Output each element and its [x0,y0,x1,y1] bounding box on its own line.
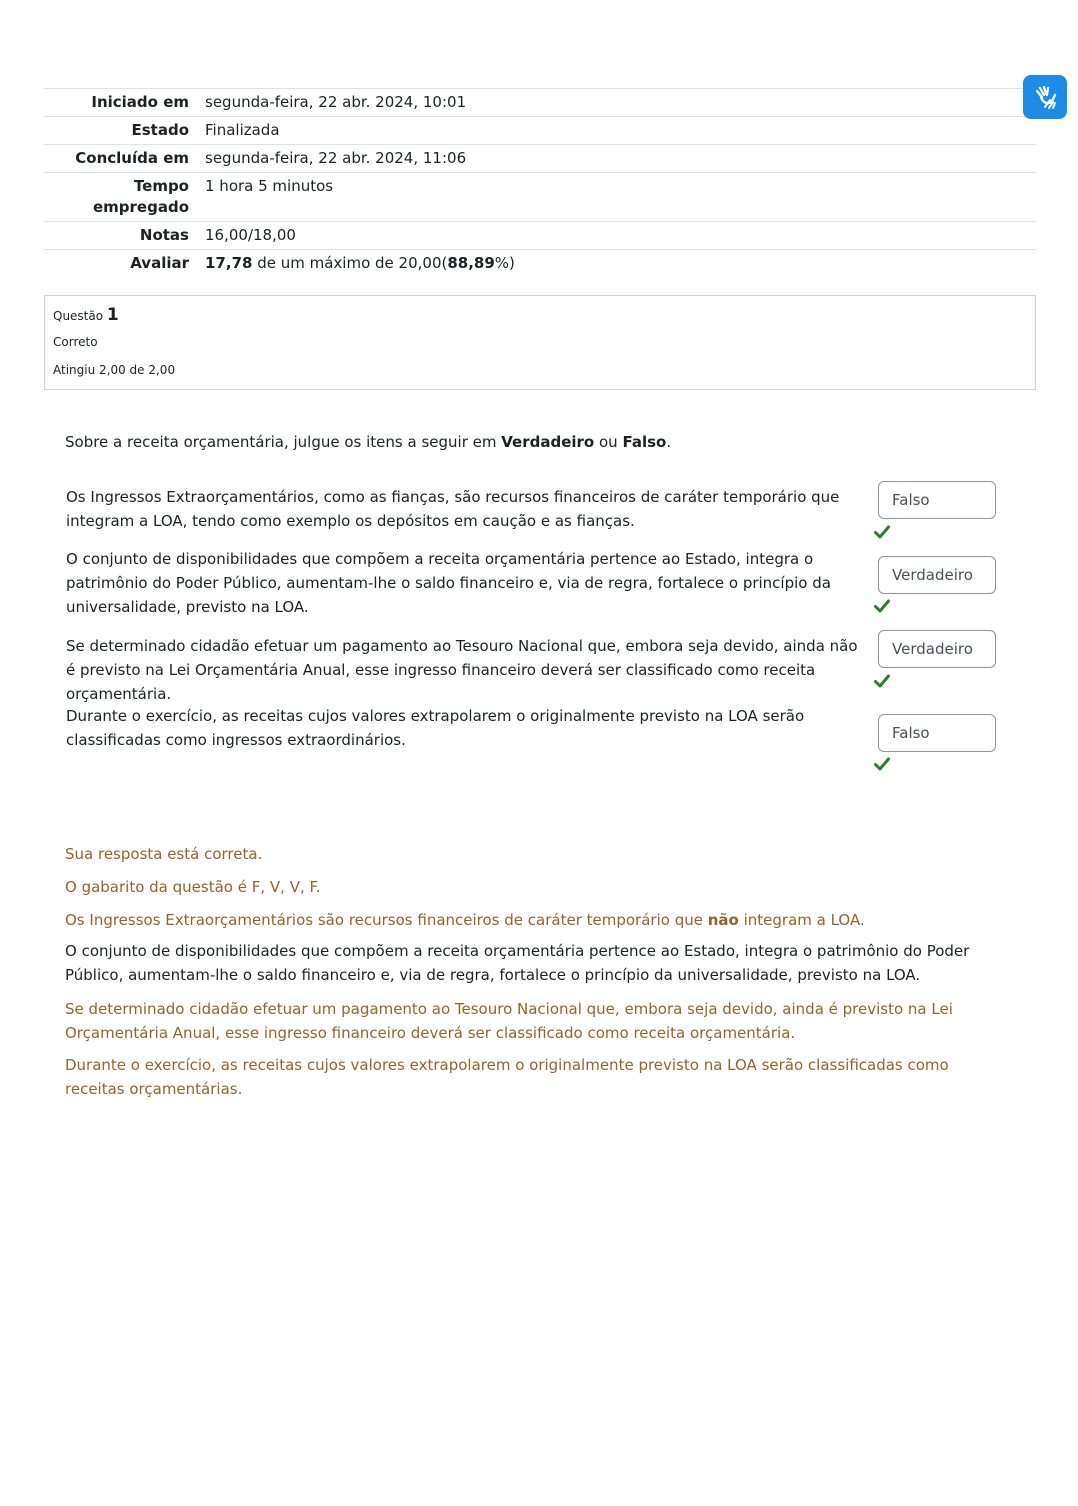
question-number [53,305,119,325]
answer-select-4[interactable]: Falso [878,714,996,752]
summary-row-completed [44,145,1036,173]
summary-label: Concluída em [44,145,197,173]
check-icon [874,757,890,771]
summary-label: Notas [44,222,197,250]
grade-score: 17,78 [205,254,253,272]
grade-percent: 88,89 [447,254,495,272]
feedback-text: Os Ingressos Extraorçamentários são recursos financeiros de caráter temporário que [65,911,708,929]
summary-label: Avaliar [44,250,197,278]
feedback-correct: Sua resposta está correta. [65,845,263,863]
feedback-text-end: integram a LOA. [738,911,865,929]
prompt-end: . [666,433,672,451]
grade-text-end: %) [494,254,515,272]
answer-select-1[interactable]: Falso [878,481,996,519]
attempt-summary [44,88,1036,277]
summary-value: 1 hora 5 minutos [197,173,1036,222]
feedback-item-3: Se determinado cidadão efetuar um pagamento ao Tesouro Nacional que, embora seja devido, ainda é previsto na Lei Orçamentária Anual, esse ingresso financeiro deverá ser classificado como receita orçamentária. [65,1000,953,1042]
summary-row-started [44,89,1036,117]
prompt-false: Falso [622,433,667,451]
check-icon [874,599,890,613]
feedback-bold: não [707,911,739,929]
summary-value [197,250,1036,278]
answer-select-3[interactable]: Verdadeiro [878,630,996,668]
summary-label: Iniciado em [44,89,197,117]
summary-row-time-taken [44,173,1036,222]
answer-select-2[interactable]: Verdadeiro [878,556,996,594]
grade-text: de um máximo de 20,00( [252,254,448,272]
summary-row-state [44,117,1036,145]
summary-value: 16,00/18,00 [197,222,1036,250]
question-grade: Atingiu 2,00 de 2,00 [53,363,176,377]
summary-label: Tempo empregado [44,173,197,222]
check-icon [874,674,890,688]
summary-value: segunda-feira, 22 abr. 2024, 10:01 [197,89,1036,117]
statement-3: Se determinado cidadão efetuar um pagamento ao Tesouro Nacional que, embora seja devido, ainda não é previsto na Lei Orçamentária Anual, esse ingresso financeiro deverá ser classificado como receita orçamentária. [66,637,858,703]
summary-label: Estado [44,117,197,145]
sign-language-icon [1031,83,1059,111]
summary-row-grade [44,250,1036,278]
summary-value: Finalizada [197,117,1036,145]
statement-1: Os Ingressos Extraorçamentários, como as fianças, são recursos financeiros de caráter temporário que integram a LOA, tendo como exemplo os depósitos em caução e as fianças. [66,488,840,530]
accessibility-button[interactable] [1023,75,1067,119]
feedback-item-4: Durante o exercício, as receitas cujos valores extrapolarem o originalmente previsto na LOA serão classificadas como receitas orçamentárias. [65,1056,949,1098]
summary-value: segunda-feira, 22 abr. 2024, 11:06 [197,145,1036,173]
feedback-key: O gabarito da questão é F, V, V, F. [65,878,321,896]
question-state: Correto [53,335,98,349]
question-info [44,295,1036,390]
prompt-true: Verdadeiro [501,433,595,451]
prompt-text: Sobre a receita orçamentária, julgue os itens a seguir em [65,433,502,451]
question-number-value: 1 [106,305,119,325]
summary-row-marks [44,222,1036,250]
question-prompt [65,433,671,451]
statement-2: O conjunto de disponibilidades que compõem a receita orçamentária pertence ao Estado, integra o patrimônio do Poder Público, aumentam-lhe o saldo financeiro e, via de regra, fortalece o princípio da universalidade, previsto na LOA. [66,550,831,616]
feedback-item-1 [65,908,995,932]
question-label: Questão [53,309,104,323]
prompt-or: ou [594,433,623,451]
check-icon [874,525,890,539]
feedback-item-2: O conjunto de disponibilidades que compõem a receita orçamentária pertence ao Estado, integra o patrimônio do Poder Público, aumentam-lhe o saldo financeiro e, via de regra, fortalece o princípio da universalidade, previsto na LOA. [65,942,970,984]
statement-4: Durante o exercício, as receitas cujos valores extrapolarem o originalmente previsto na LOA serão classificadas como ingressos extraordinários. [66,707,805,749]
